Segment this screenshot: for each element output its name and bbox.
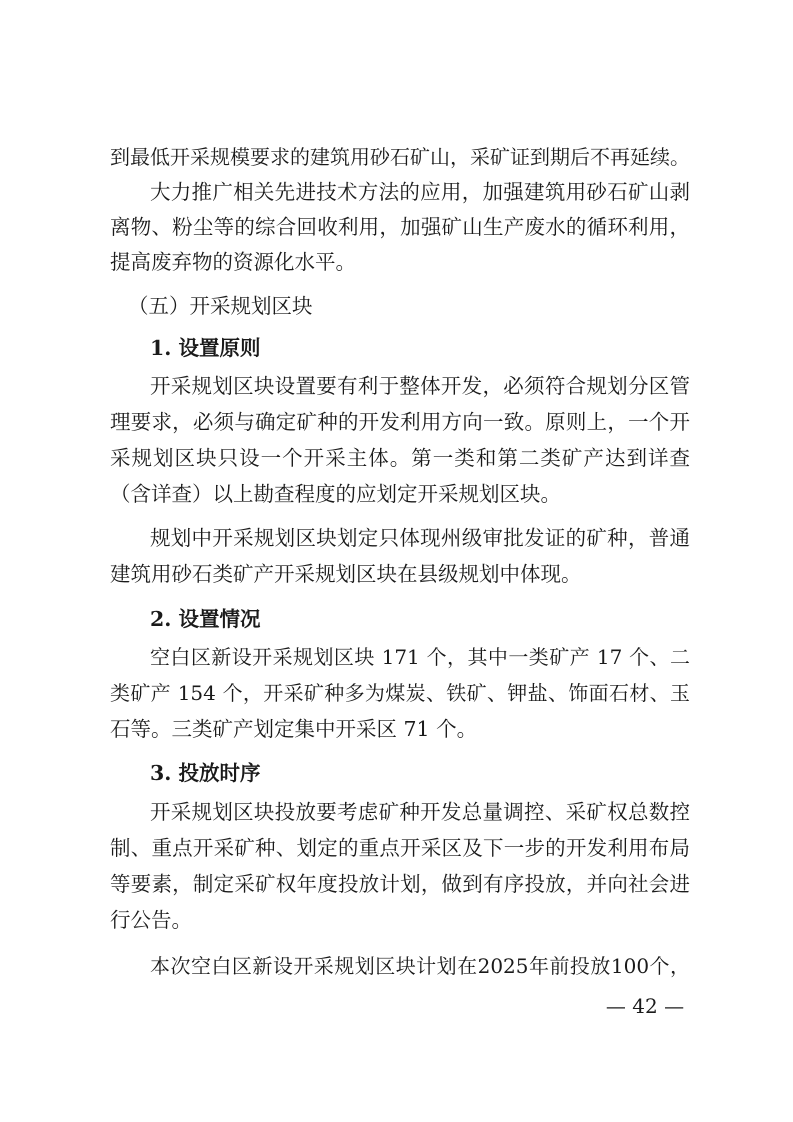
paragraph-line: 离物、粉尘等的综合回收利用，加强矿山生产废水的循环利用， [110,215,690,239]
paragraph-line: 开采规划区块设置要有利于整体开发，必须符合规划分区管 [150,374,690,398]
subsection-heading: 2. 设置情况 [150,607,261,631]
paragraph-line: 理要求，必须与确定矿种的开发利用方向一致。原则上，一个开 [110,410,690,434]
paragraph-line: 行公告。 [110,908,192,932]
paragraph-line: 到最低开采规模要求的建筑用砂石矿山，采矿证到期后不再延续。 [110,145,690,169]
paragraph-line: 本次空白区新设开采规划区块计划在2025年前投放100个， [150,954,690,978]
paragraph-line: （含详查）以上勘查程度的应划定开采规划区块。 [110,482,561,506]
paragraph-line: 石等。三类矿产划定集中开采区 71 个。 [110,717,478,741]
paragraph-line: 建筑用砂石类矿产开采规划区块在县级规划中体现。 [110,562,582,586]
paragraph-line: 类矿产 154 个，开采矿种多为煤炭、铁矿、钾盐、饰面石材、玉 [110,681,690,705]
section-heading: （五）开采规划区块 [128,294,313,318]
paragraph-line: 等要素，制定采矿权年度投放计划，做到有序投放，并向社会进 [110,872,690,896]
paragraph-line: 大力推广相关先进技术方法的应用，加强建筑用砂石矿山剥 [150,180,690,204]
paragraph-line: 提高废弃物的资源化水平。 [110,250,356,274]
paragraph-line: 采规划区块只设一个开采主体。第一类和第二类矿产达到详查 [110,446,690,470]
paragraph-line: 空白区新设开采规划区块 171 个，其中一类矿产 17 个、二 [150,645,690,669]
subsection-heading: 1. 设置原则 [150,336,261,360]
paragraph-line: 规划中开采规划区块划定只体现州级审批发证的矿种，普通 [150,526,690,550]
paragraph-line: 制、重点开采矿种、划定的重点开采区及下一步的开发利用布局 [110,836,690,860]
page-number: — 42 — [605,994,685,1018]
paragraph-line: 开采规划区块投放要考虑矿种开发总量调控、采矿权总数控 [150,800,690,824]
subsection-heading: 3. 投放时序 [150,761,261,785]
